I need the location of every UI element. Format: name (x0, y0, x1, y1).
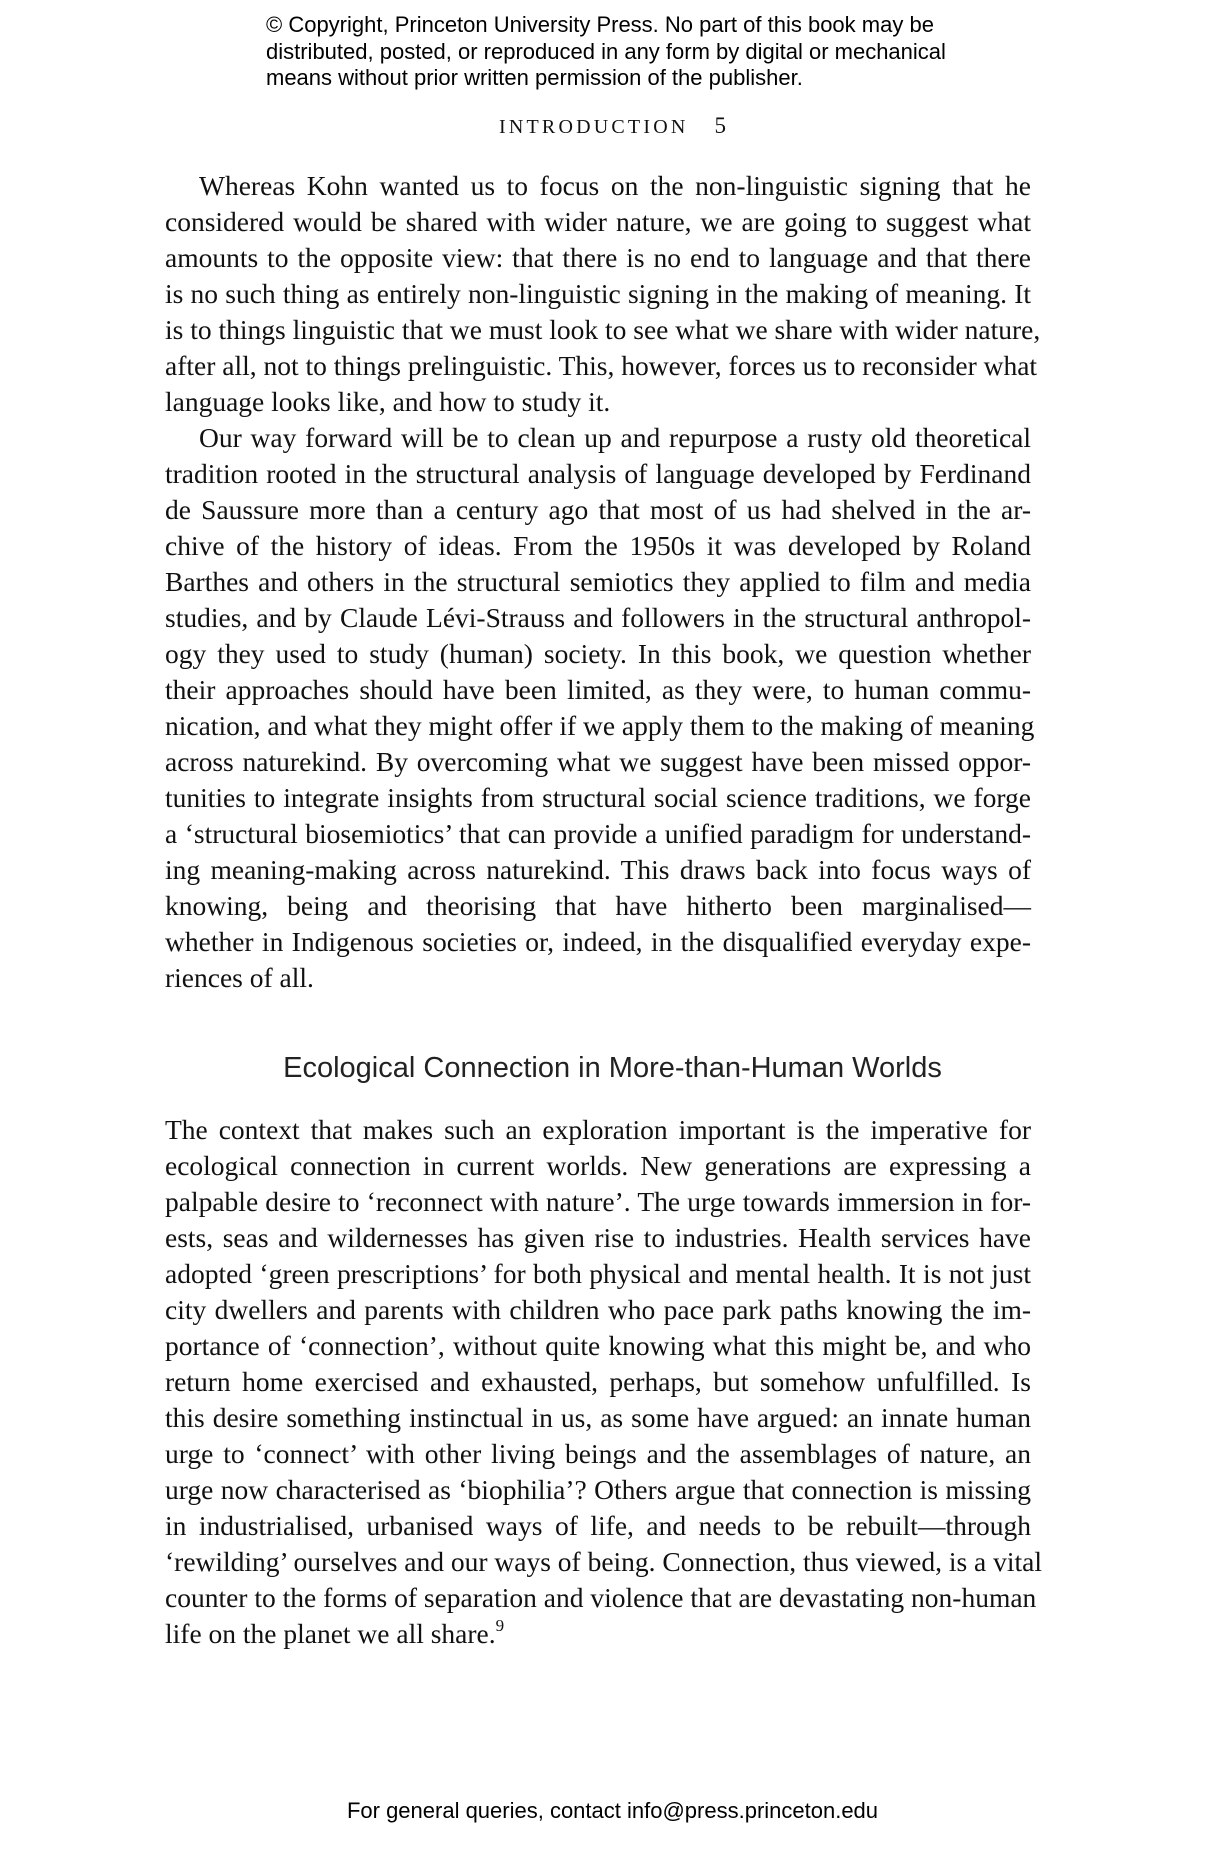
text-line: return home exercised and exhausted, perhaps, but somehow unfulfilled. Is (165, 1366, 1031, 1397)
text-line: de Saussure more than a century ago that most of us had shelved in the ar- (165, 494, 1031, 525)
text-line: ‘rewilding’ ourselves and our ways of being. Connection, thus viewed, is a vital (165, 1546, 1043, 1577)
text-line: city dwellers and parents with children who pace park paths knowing the im- (165, 1294, 1031, 1325)
copyright-line: means without prior written permission of the publisher. (266, 65, 803, 90)
paragraph (165, 1112, 1043, 1652)
paragraph (165, 420, 1035, 996)
text-line: ogy they used to study (human) society. In this book, we question whether (165, 638, 1031, 669)
text-line: urge to ‘connect’ with other living beings and the assemblages of nature, an (165, 1438, 1031, 1469)
text-line: a ‘structural biosemiotics’ that can provide a unified paradigm for understand- (165, 818, 1031, 849)
section-heading: Ecological Connection in More-than-Human Worlds (283, 1052, 942, 1084)
text-line: ing meaning-making across naturekind. This draws back into focus ways of (165, 854, 1031, 885)
paragraph (165, 168, 1041, 420)
copyright-line: distributed, posted, or reproduced in any form by digital or mechanical (266, 38, 946, 64)
text-line: The context that makes such an exploration important is the imperative for (165, 1114, 1031, 1145)
text-line: considered would be shared with wider nature, we are going to suggest what (165, 206, 1031, 237)
text-line: ecological connection in current worlds. New generations are expressing a (165, 1150, 1031, 1181)
text-line: is to things linguistic that we must look to see what we share with wider nature, (165, 314, 1041, 345)
body-text-before-heading (165, 168, 1041, 996)
text-line: urge now characterised as ‘biophilia’? Others argue that connection is missing (165, 1474, 1031, 1505)
running-head (0, 113, 1225, 139)
copyright-notice (266, 12, 1026, 92)
copyright-line: © Copyright, Princeton University Press. No part of this book may be (266, 12, 934, 37)
text-line: studies, and by Claude Lévi-Strauss and followers in the structural anthropol- (165, 602, 1031, 633)
text-line: knowing, being and theorising that have hitherto been marginalised— (165, 890, 1031, 921)
text-line: this desire something instinctual in us, as some have argued: an innate human (165, 1402, 1031, 1433)
footnote-marker[interactable]: 9 (495, 1616, 505, 1635)
text-line: riences of all. (165, 962, 314, 993)
text-line: amounts to the opposite view: that there is no end to language and that there (165, 242, 1031, 273)
text-line: chive of the history of ideas. From the 1950s it was developed by Roland (165, 530, 1031, 561)
footer-contact: For general queries, contact info@press.princeton.edu (346, 1798, 879, 1823)
body-text-after-heading (165, 1112, 1043, 1652)
text-line: counter to the forms of separation and violence that are devastating non-human (165, 1582, 1037, 1613)
text-line: is no such thing as entirely non-linguistic signing in the making of meaning. It (165, 278, 1031, 309)
text-line: whether in Indigenous societies or, indeed, in the disqualified everyday expe- (165, 926, 1031, 957)
text-line: across naturekind. By overcoming what we suggest have been missed oppor- (165, 746, 1031, 777)
text-line: their approaches should have been limited, as they were, to human commu- (165, 674, 1031, 705)
text-line: Barthes and others in the structural semiotics they applied to film and media (165, 566, 1031, 597)
text-line: Our way forward will be to clean up and repurpose a rusty old theoretical (199, 422, 1031, 453)
text-line: Whereas Kohn wanted us to focus on the non-linguistic signing that he (199, 170, 1031, 201)
text-line: nication, and what they might offer if we apply them to the making of meaning (165, 710, 1035, 741)
text-line: language looks like, and how to study it. (165, 386, 611, 417)
text-line: in industrialised, urbanised ways of life, and needs to be rebuilt—through (165, 1510, 1031, 1541)
text-line: tunities to integrate insights from structural social science traditions, we forge (165, 782, 1031, 813)
text-line: life on the planet we all share.$^9$ (165, 1616, 505, 1649)
text-line: palpable desire to ‘reconnect with nature’. The urge towards immersion in for- (165, 1186, 1031, 1217)
text-line: tradition rooted in the structural analysis of language developed by Ferdinand (165, 458, 1031, 489)
text-line: after all, not to things prelinguistic. This, however, forces us to reconsider what (165, 350, 1038, 381)
text-line: ests, seas and wildernesses has given rise to industries. Health services have (165, 1222, 1031, 1253)
running-head-section: INTRODUCTION (499, 116, 689, 138)
text-line: portance of ‘connection’, without quite knowing what this might be, and who (165, 1330, 1031, 1361)
text-line: adopted ‘green prescriptions’ for both physical and mental health. It is not just (165, 1258, 1031, 1289)
page-number: 5 (714, 113, 726, 138)
